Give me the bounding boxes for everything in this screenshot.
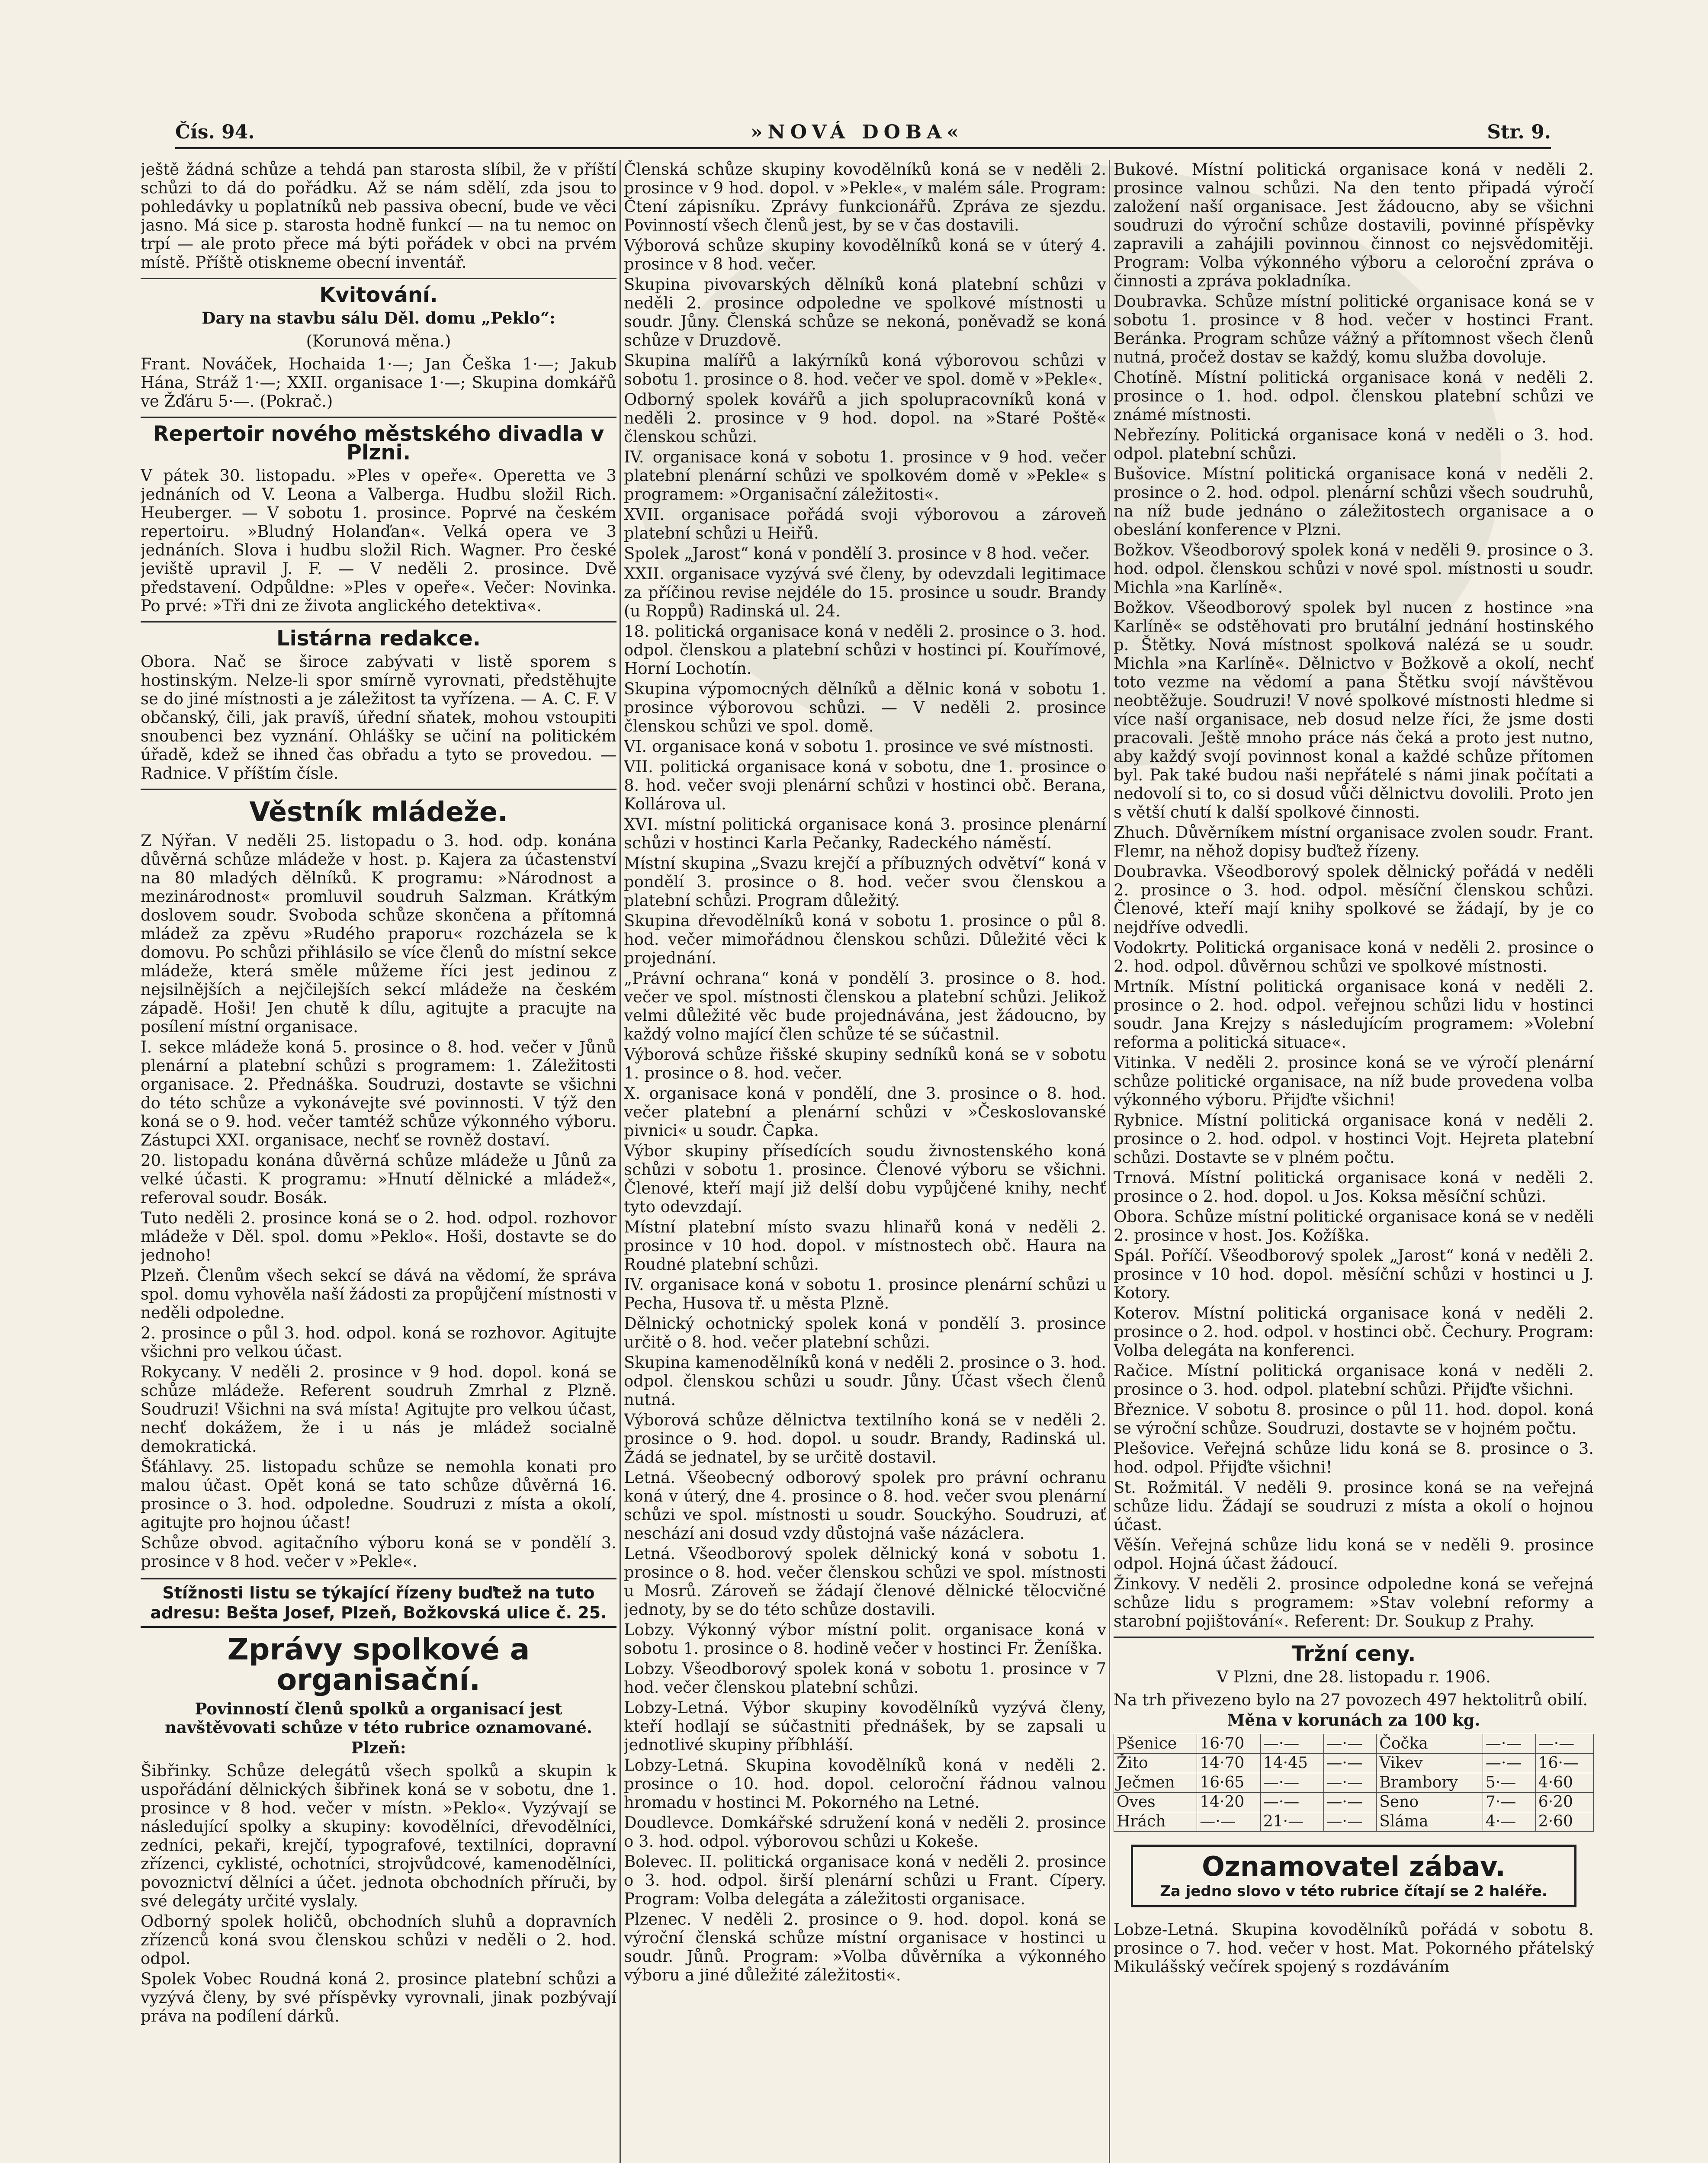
price-row [1114,1734,1594,1754]
divider [1114,1637,1594,1638]
price-row [1114,1754,1594,1773]
notice-paragraph: Odborný spolek kovářů a jich spolupracovníků koná v neděli 2. prosince v 9 hod. dopol. na »Staré Poště« členskou schůzi. [624,390,1106,446]
price-cell: 6·20 [1535,1793,1593,1812]
notice-paragraph: Lobzy-Letná. Skupina kovodělníků koná v neděli 2. prosince o 10. hod. dopol. celoroční řádnou valnou hromadu v hostinci M. Pokorného na Letné. [624,1756,1106,1812]
complaints-notice: Stížnosti listu se týkající řízeny buďtež na tuto adresu: Bešta Josef, Plzeň, Božkovská ulice č. 25. [141,1578,616,1628]
notice-paragraph: Místní skupina „Svazu krejčí a příbuzných odvětví“ koná v pondělí 3. prosince o 8. hod. večer svou členskou a platební schůzi. Program důležitý. [624,854,1106,910]
notice-paragraph: Březnice. V sobotu 8. prosince o půl 11. hod. dopol. koná se výroční schůze. Soudruzi, dostavte se v hojném počtu. [1114,1400,1594,1438]
page-number: Str. 9. [1487,121,1551,143]
notice-paragraph: Doubravka. Všeodborový spolek dělnický pořádá v neděli 2. prosince o 3. hod. odpol. měsíční členskou schůzi. Členové, kteří mají knihy spolkové se žádají, by je co nejdříve odvedli. [1114,862,1594,937]
price-cell: —·— [1260,1793,1324,1812]
notice-paragraph: 18. politická organisace koná v neděli 2. prosince o 3. hod. odpol. členskou a platební schůzi v hostinci pí. Kouřímové, Horní Lochotín. [624,622,1106,678]
notice-paragraph: Chotíně. Místní politická organisace koná v neděli 2. prosince o 1. hod. odpol. členskou platební schůzi ve známé místnosti. [1114,368,1594,424]
notice-paragraph: Doubravka. Schůze místní politické organisace koná se v sobotu 1. prosince v 8 hod. večer v hostinci Frant. Beránka. Program schůze vážný a přítomnost všech členů nutná, pročež dostav se každý, komu služba dovoluje. [1114,292,1594,366]
notice-paragraph: Výborová schůze skupiny kovodělníků koná se v úterý 4. prosince v 8 hod. večer. [624,236,1106,273]
notice-paragraph: Vitinka. V neděli 2. prosince koná se ve výročí plenární schůze politické organisace, na níž bude provedena volba výkonného výboru. Přijďte všichni! [1114,1053,1594,1109]
header-rule [175,147,1551,149]
notice-paragraph: Výborová schůze dělnictva textilního koná se v neděli 2. prosince o 9. hod. dopol. u soudr. Brandy, Radinská ul. Žádá se jednatel, by se určitě dostavil. [624,1411,1106,1467]
price-cell: —·— [1324,1773,1377,1793]
notice-paragraph: St. Rožmitál. V neděli 9. prosince koná se na veřejná schůze lidu. Žádají se soudruzi z místa a okolí o hojnou účast. [1114,1478,1594,1534]
price-cell: —·— [1260,1734,1324,1754]
notice-paragraph: Račice. Místní politická organisace koná v neděli 2. prosince o 3. hod. odpol. platební schůzi. Přijďte všichni. [1114,1361,1594,1399]
kvitovani-currency: (Korunová měna.) [306,332,451,350]
price-table [1114,1734,1594,1832]
notice-paragraph: VI. organisace koná v sobotu 1. prosince ve své místnosti. [624,737,1094,756]
notice-paragraph: XXII. organisace vyzývá své členy, by odevzdali legitimace za příčinou revise nejdéle do 15. prosince u soudr. Brandy (u Roppů) Radinská ul. 24. [624,565,1106,620]
notice-paragraph: IV. organisace koná v sobotu 1. prosince plenární schůzi u Pecha, Husova tř. u města Plzně. [624,1275,1106,1313]
zpravy-note: Povinností členů spolků a organisací jest navštěvovati schůze v této rubrice oznamované. [165,1699,592,1737]
zpravy-paragraph: Odborný spolek holičů, obchodních sluhů a dopravních zřízenců koná svou členskou schůzi v neděli o 2. hod. odpol. [141,1912,616,1968]
vestnik-paragraph: Tuto neděli 2. prosince koná se o 2. hod. odpol. rozhovor mládeže v Děl. spol. domu »Peklo«. Hoši, dostavte se do jednoho! [141,1209,616,1264]
notice-paragraph: Božkov. Všeodborový spolek byl nucen z hostince »na Karlíně« se odstěhovati pro brutální jednání hostinského p. Štětky. Nová místnost spolková nalézá se u soudr. Michla »na Karlíně«. Dělnictvo v Božkově a okolí, nechť toto vezme na vědomí a pana Štětku svojí návštěvou neobtěžuje. Soudruzi! V nové spolkové místnosti hledme si více naší organisace, neb dosud nelze říci, že jsme dosti pracovali. Ještě mnoho práce nás čeká a proto jest nutno, aby každý svojí povinnost konal a každé schůze přítomen byl. Pak také budou naši nepřátelé s námi jinak počítati a nedovolí si to, co si dosud vůči dělnictvu dovolili. Proto jen s větší chutí k další spolkové činnosti. [1114,598,1594,822]
notice-paragraph: Lobzy-Letná. Výbor skupiny kovodělníků vyzývá členy, kteří hodlají se súčastniti přednášek, by se zapsali u jednotlivé skupiny příbhláší. [624,1698,1106,1754]
market-prices-intro: Na trh přivezeno bylo na 27 povozech 497 hektolitrů obilí. [1114,1691,1588,1709]
vestnik-paragraph: 20. listopadu konána důvěrná schůze mládeže u Jůnů za velké účasti. K programu: »Hnutí dělnické a mládež«, referoval soudr. Bosák. [141,1151,616,1207]
notice-paragraph: Bolevec. II. politická organisace koná v neděli 2. prosince o 3. hod. odpol. širší plenární schůzi u Frant. Cípery. Program: Volba delegáta a záležitosti organisace. [624,1852,1106,1908]
column-3 [1114,160,1594,2163]
entertainment-ads-box [1131,1845,1576,1907]
price-cell: 14·45 [1260,1754,1324,1773]
repertoir-heading: Repertoir nového městského divadla v Plzni. [153,422,604,465]
notice-paragraph: Skupina malířů a lakýrníků koná výborovou schůzi v sobotu 1. prosince o 8. hod. večer ve spol. domě v »Pekle«. [624,351,1106,388]
listarna-text: Obora. Nač se široce zabývati v listě sporem s hostinským. Nelze-li spor smírně vyrovnati, předstěhujte se do jiné místnosti a je záležitost ta vyřízena. — A. C. F. V občanský, čili, jak pravíš, úřední sňatek, mohou vstoupiti snoubenci bez vyznání. Ohlášky se učiní na politickém úřadě, kdež se ihned čas obřadu a tyto se provedou. — Radnice. V příštím čísle. [141,652,616,783]
notice-paragraph: Bukové. Místní politická organisace koná v neděli 2. prosince valnou schůzi. Na den tento připadá výročí založení naší organisace. Jest žádoucno, aby se všichni soudruzi do výroční schůze dostavili, povinné příspěvky zapravili a zahájili povinnou činnost co nejsvědomitěji. Program: Volba výkonného výboru a celoroční zpráva o činnosti a zpráva pokladníka. [1114,160,1594,290]
zpravy-paragraph: Spolek Vobec Roudná koná 2. prosince platební schůzi a vyzývá členy, by své příspěvky vyrovnali, jinak pozbývají práva na podílení dárků. [141,1970,616,2025]
price-cell: Hrách [1114,1812,1197,1832]
price-cell: —·— [1483,1734,1535,1754]
price-cell: —·— [1197,1812,1261,1832]
price-row [1114,1812,1594,1832]
market-prices-date: V Plzni, dne 28. listopadu r. 1906. [1217,1668,1491,1686]
notice-paragraph: Lobzy. Výkonný výbor místní polit. organisace koná v sobotu 1. prosince o 8. hodině večer v hostinci Fr. Ženíška. [624,1621,1106,1658]
price-cell: Čočka [1377,1734,1483,1754]
notice-paragraph: Skupina dřevodělníků koná v sobotu 1. prosince o půl 8. hod. večer mimořádnou členskou schůzi. Důležité věci k projednání. [624,911,1106,967]
notice-paragraph: Lobzy. Všeodborový spolek koná v sobotu 1. prosince v 7 hod. večer členskou platební schůzi. [624,1659,1106,1697]
notice-paragraph: Skupina pivovarských dělníků koná platební schůzi v neděli 2. prosince odpoledne ve spolkové místnosti u soudr. Jůny. Členská schůze se nekoná, poněvadž se koná schůze v Druzdově. [624,275,1106,350]
price-cell: 16·70 [1197,1734,1261,1754]
column-1 [141,160,616,2163]
price-cell: 2·60 [1535,1812,1593,1832]
price-cell: Seno [1377,1793,1483,1812]
price-cell: —·— [1260,1773,1324,1793]
entertainment-ads-note: Za jedno slovo v této rubrice čítají se 2 haléře. [1160,1883,1547,1900]
price-cell: —·— [1324,1734,1377,1754]
notice-paragraph: Letná. Všeobecný odborový spolek pro právní ochranu koná v úterý, dne 4. prosince o 8. hod. večer svou plenární schůzi ve spol. místnosti u soudr. Souckýho. Soudruzi, ať neschází ani dosud vzdy důstojná vaše názáclera. [624,1468,1106,1543]
notice-paragraph: Spál. Poříčí. Všeodborový spolek „Jarost“ koná v neděli 2. prosince v 10 hod. dopol. měsíční schůzi v hostinci u J. Kotory. [1114,1246,1594,1302]
notice-paragraph: Božkov. Všeodborový spolek koná v neděli 9. prosince o 3. hod. odpol. členskou schůzi v nové spol. místnosti u soudr. Michla »na Karlíně«. [1114,541,1594,597]
price-cell: —·— [1324,1793,1377,1812]
price-cell: 14·20 [1197,1793,1261,1812]
intro-paragraph: ještě žádná schůze a tehdá pan starosta slíbil, že v příští schůzi to dá do pořádku. Až se nám sdělí, zda jsou to pohledávky u poplatníků neb passiva obecní, bude ve věci jasno. Má sice p. starosta hodně funkcí — na tu nemoc on trpí — ale proto přece má býti pořádek v obci na prvém místě. Příště otiskneme obecní inventář. [141,160,616,272]
zpravy-heading: Zprávy spolkové a organisační. [227,1633,530,1697]
notice-paragraph: Výbor skupiny přísedících soudu živnostenského koná schůzi v sobotu 1. prosince. Členové výboru se všichni. Členové, kteří mají již delší dobu vypůjčené knihy, nechť tyto odevzdají. [624,1142,1106,1216]
zpravy-paragraph: Šibřinky. Schůze delegátů všech spolků a skupin k uspořádání dělnických šibřinek koná se v sobotu, dne 1. prosince v 8 hod. večer v místn. »Peklo«. Vyzývají se následující spolky a skupiny: kovodělníci, dřevodělníci, zedníci, pekaři, krejčí, typografové, textilníci, dopravní zřízenci, cyklisté, ochotníci, strojvůdcové, kamenodělníci, povoznictví dělníci a účet. jednota obchodních příruči, by své delegáty určité vyslaly. [141,1762,616,1910]
notice-paragraph: Mrtník. Místní politická organisace koná v neděli 2. prosince o 2. hod. odpol. veřejnou schůzi lidu v hostinci soudr. Jana Krejzy s následujícím programem: »Volební reforma a politická situace«. [1114,977,1594,1052]
price-cell: 21·— [1260,1812,1324,1832]
notice-paragraph: Skupina kamenodělníků koná v neděli 2. prosince o 3. hod. odpol. členskou schůzi u soudr. Jůny. Účast všech členů nutná. [624,1353,1106,1409]
kvitovani-subheading: Dary na stavbu sálu Děl. domu „Peklo“: [202,308,555,327]
price-row [1114,1793,1594,1812]
price-cell: 5·— [1483,1773,1535,1793]
price-cell: —·— [1483,1754,1535,1773]
notice-paragraph: Plzenec. V neděli 2. prosince o 9. hod. dopol. koná se výroční členská schůze místní organisace v hostinci u soudr. Jůnů. Program: »Volba důvěrníka a výkonného výboru a jiné důležité záležitosti«. [624,1910,1106,1984]
newspaper-title: »NOVÁ DOBA« [751,121,964,143]
vestnik-paragraph: 2. prosince o půl 3. hod. odpol. koná se rozhovor. Agitujte všichni pro velkou účast. [141,1324,616,1361]
page-header [175,108,1551,145]
market-prices-heading: Tržní ceny. [1291,1642,1416,1666]
notice-paragraph: Bušovice. Místní politická organisace koná v neděli 2. prosince o 2. hod. odpol. plenární schůzi všech soudruhů, na níž bude jednáno o záležitostech organisace a o obeslání konference v Plzni. [1114,465,1594,539]
price-cell: 16·65 [1197,1773,1261,1793]
price-row [1114,1773,1594,1793]
kvitovani-heading: Kvitování. [319,283,438,307]
entertainment-ads-heading: Oznamovatel zábav. [1202,1851,1506,1882]
ad-paragraph: Lobze-Letná. Skupina kovodělníků pořádá v sobotu 8. prosince o 7. hod. večer v host. Mat. Pokorného přátelský Mikulášský večírek spojený s rozdáváním [1114,1920,1594,1976]
notice-paragraph: Skupina výpomocných dělníků a dělnic koná v sobotu 1. prosince výborovou schůzi. — V neděli 2. prosince členskou schůzi ve spol. domě. [624,680,1106,735]
divider [141,278,616,279]
notice-paragraph: Doudlevce. Domkářské sdružení koná v neděli 2. prosince o 3. hod. odpol. výborovou schůzi u Kokeše. [624,1813,1106,1851]
notice-paragraph: Členská schůze skupiny kovodělníků koná se v neděli 2. prosince v 9 hod. dopol. v »Pekle«, v malém sále. Program: Čtení zápisníku. Zprávy funkcionářů. Zpráva ze sjezdu. Povinností všech členů jest, by se v čas dostavili. [624,160,1106,234]
notice-paragraph: Koterov. Místní politická organisace koná v neděli 2. prosince o 2. hod. odpol. v hostinci obč. Čechury. Program: Volba delegáta na konferenci. [1114,1304,1594,1360]
notice-paragraph: Plešovice. Veřejná schůze lidu koná se 8. prosince o 3. hod. odpol. Přijďte všichni! [1114,1439,1594,1476]
price-cell: 14·70 [1197,1754,1261,1773]
price-cell: 16·— [1535,1754,1593,1773]
price-cell: Pšenice [1114,1734,1197,1754]
notice-paragraph: XVI. místní politická organisace koná 3. prosince plenární schůzi v hostinci Karla Pečanky, Radeckého náměstí. [624,815,1106,852]
price-cell: —·— [1324,1812,1377,1832]
vestnik-paragraph: Šťáhlavy. 25. listopadu schůze se nemohla konati pro malou účast. Opět koná se tato schůze důvěrná 16. prosince o 3. hod. odpoledne. Soudruzi z místa a okolí, agitujte pro hojnou účast! [141,1457,616,1532]
divider [141,417,616,418]
notice-paragraph: Zhuch. Důvěrníkem místní organisace zvolen soudr. Frant. Flemr, na něhož dopisy buďtež řízeny. [1114,823,1594,860]
notice-paragraph: Místní platební místo svazu hlinařů koná v neděli 2. prosince v 10 hod. dopol. v místnostech obč. Haura na Roudné platební schůzi. [624,1218,1106,1274]
notice-paragraph: Vodokrty. Politická organisace koná v neděli 2. prosince o 2. hod. odpol. důvěrnou schůzi ve spolkové místnosti. [1114,938,1594,976]
notice-paragraph: Rybnice. Místní politická organisace koná v neděli 2. prosince o 2. hod. odpol. v hostinci Vojt. Hejreta platební schůzi. Dostavte se v plném počtu. [1114,1111,1594,1167]
price-cell: Brambory [1377,1773,1483,1793]
price-cell: 4·60 [1535,1773,1593,1793]
price-cell: Žito [1114,1754,1197,1773]
price-cell: —·— [1535,1734,1593,1754]
notice-paragraph: VII. politická organisace koná v sobotu, dne 1. prosince o 8. hod. večer svoji plenární schůzi v hostinci obč. Berana, Kollárova ul. [624,757,1106,813]
vestnik-paragraph: Z Nýřan. V neděli 25. listopadu o 3. hod. odp. konána důvěrná schůze mládeže v host. p. Kajera za účastenství na 80 mladých dělníků. K programu: »Národnost a mezinárodnost« promluvil soudruh Salzman. Krátkým doslovem soudr. Svoboda schůze skončena a přítomná mládež za zpěvu »Rudého praporu« rozcházela se k domovu. Po schůzi přihlásilo se více členů do místní sekce mládeže, která směle můžeme říci jest jedinou z nejsilnějších a nejčilejších sekcí mládeže na českém západě. Hoši! Jen chutě k dílu, agitujte a pracujte na posílení místní organisace. [141,831,616,1036]
issue-number: Čís. 94. [175,121,255,143]
vestnik-paragraph: Plzeň. Členům všech sekcí se dává na vědomí, že správa spol. domu vyhověla naší žádosti za propůjčení místnosti v neděli odpoledne. [141,1266,616,1322]
notice-paragraph: „Právní ochrana“ koná v pondělí 3. prosince o 8. hod. večer ve spol. místnosti členskou a platební schůzi. Jelikož velmi důležité věc bude projednávána, jest žádoucno, by každý volno mající člen schůze té se súčastnil. [624,969,1106,1043]
notice-paragraph: Dělnický ochotnický spolek koná v pondělí 3. prosince určitě o 8. hod. večer platební schůzi. [624,1314,1106,1351]
notice-paragraph: XVII. organisace pořádá svoji výborovou a zároveň platební schůzi u Heiřů. [624,505,1106,542]
price-cell: 7·— [1483,1793,1535,1812]
price-cell: 4·— [1483,1812,1535,1832]
vestnik-paragraph: Schůze obvod. agitačního výboru koná se v pondělí 3. prosince v 8 hod. večer v »Pekle«. [141,1534,616,1571]
notice-paragraph: Trnová. Místní politická organisace koná v neděli 2. prosince o 2. hod. dopol. u Jos. Koksa měsíční schůzi. [1114,1168,1594,1206]
notice-paragraph: Letná. Všeodborový spolek dělnický koná v sobotu 1. prosince o 8. hod. večer členskou schůzi ve spol. místnosti u Mosrů. Zároveň se žádají členové dělnické tělocvičné jednoty, by se do této schůze dostavili. [624,1544,1106,1619]
notice-paragraph: Žinkovy. V neděli 2. prosince odpoledne koná se veřejná schůze lidu s programem: »Stav volební reformy a starobní pojištování«. Referent: Dr. Soukup z Prahy. [1114,1575,1594,1630]
column-2 [624,160,1106,2163]
notice-paragraph: Spolek „Jarost“ koná v pondělí 3. prosince v 8 hod. večer. [624,544,1090,563]
notice-paragraph: Obora. Schůze místní politické organisace koná se v neděli 2. prosince v host. Jos. Kožíška. [1114,1207,1594,1245]
column-separator [1109,160,1110,2163]
notice-paragraph: Nebřezíny. Politická organisace koná v neděli o 3. hod. odpol. platební schůzi. [1114,426,1594,463]
price-cell: Vikev [1377,1754,1483,1773]
column-separator [620,160,621,2163]
price-cell: Sláma [1377,1812,1483,1832]
plzen-label: Plzeň: [351,1738,406,1757]
listarna-heading: Listárna redakce. [276,626,481,651]
market-prices-unit: Měna v korunách za 100 kg. [1227,1711,1480,1730]
vestnik-paragraph: I. sekce mládeže koná 5. prosince o 8. hod. večer v Jůnů plenární a platební schůzi s programem: 1. Záležitosti organisace. 2. Přednáška. Soudruzi, dostavte se všichni do této schůze a vykonávejte své povinnosti. V týž den koná se o 9. hod. večer tamtéž schůze výkonného výboru. Zástupci XXI. organisace, nechť se rovněž dostaví. [141,1038,616,1149]
notice-paragraph: Věšín. Veřejná schůze lidu koná se v neděli 9. prosince odpol. Hojná účast žádoucí. [1114,1536,1594,1573]
notice-paragraph: Výborová schůze řišské skupiny sedníků koná se v sobotu 1. prosince o 8. hod. večer. [624,1045,1106,1082]
repertoir-text: V pátek 30. listopadu. »Ples v opeře«. Operetta ve 3 jednáních od V. Leona a Valberga. Hudbu složil Rich. Heuberger. — V sobotu 1. prosince. Poprvé na českém repertoiru. »Bludný Holanďan«. Velká opera ve 3 jednáních. Slova i hudbu složil Rich. Wagner. Pro české jeviště upravil J. F. — V neděli 2. prosince. Dvě představení. Odpůldne: »Ples v opeře«. Večer: Novinka. Po prvé: »Tři dni ze života anglického detektiva«. [141,466,616,615]
vestnik-paragraph: Rokycany. V neděli 2. prosince v 9 hod. dopol. koná se schůze mládeže. Referent soudruh Zmrhal z Plzně. Soudruzi! Všichni na svá místa! Agitujte pro velkou účast, nechť dokážem, že i u nás je mládež socialně demokratická. [141,1363,616,1456]
price-cell: Ječmen [1114,1773,1197,1793]
divider [141,789,616,790]
divider [141,621,616,623]
kvitovani-text: Frant. Nováček, Hochaida 1·—; Jan Češka 1·—; Jakub Hána, Stráž 1·—; XXII. organisace 1·—; Skupina domkářů ve Žďáru 5·—. (Pokrač.) [141,355,616,411]
notice-paragraph: IV. organisace koná v sobotu 1. prosince v 9 hod. večer platební plenární schůzi ve spolkovém domě v »Pekle« s programem: »Organisační záležitosti«. [624,448,1106,504]
notice-paragraph: X. organisace koná v pondělí, dne 3. prosince o 8. hod. večer platební a plenární schůzi v »Českoslovanské pivnici« u soudr. Čapka. [624,1084,1106,1140]
price-cell: Oves [1114,1793,1197,1812]
vestnik-heading: Věstník mládeže. [249,796,508,828]
price-cell: —·— [1324,1754,1377,1773]
